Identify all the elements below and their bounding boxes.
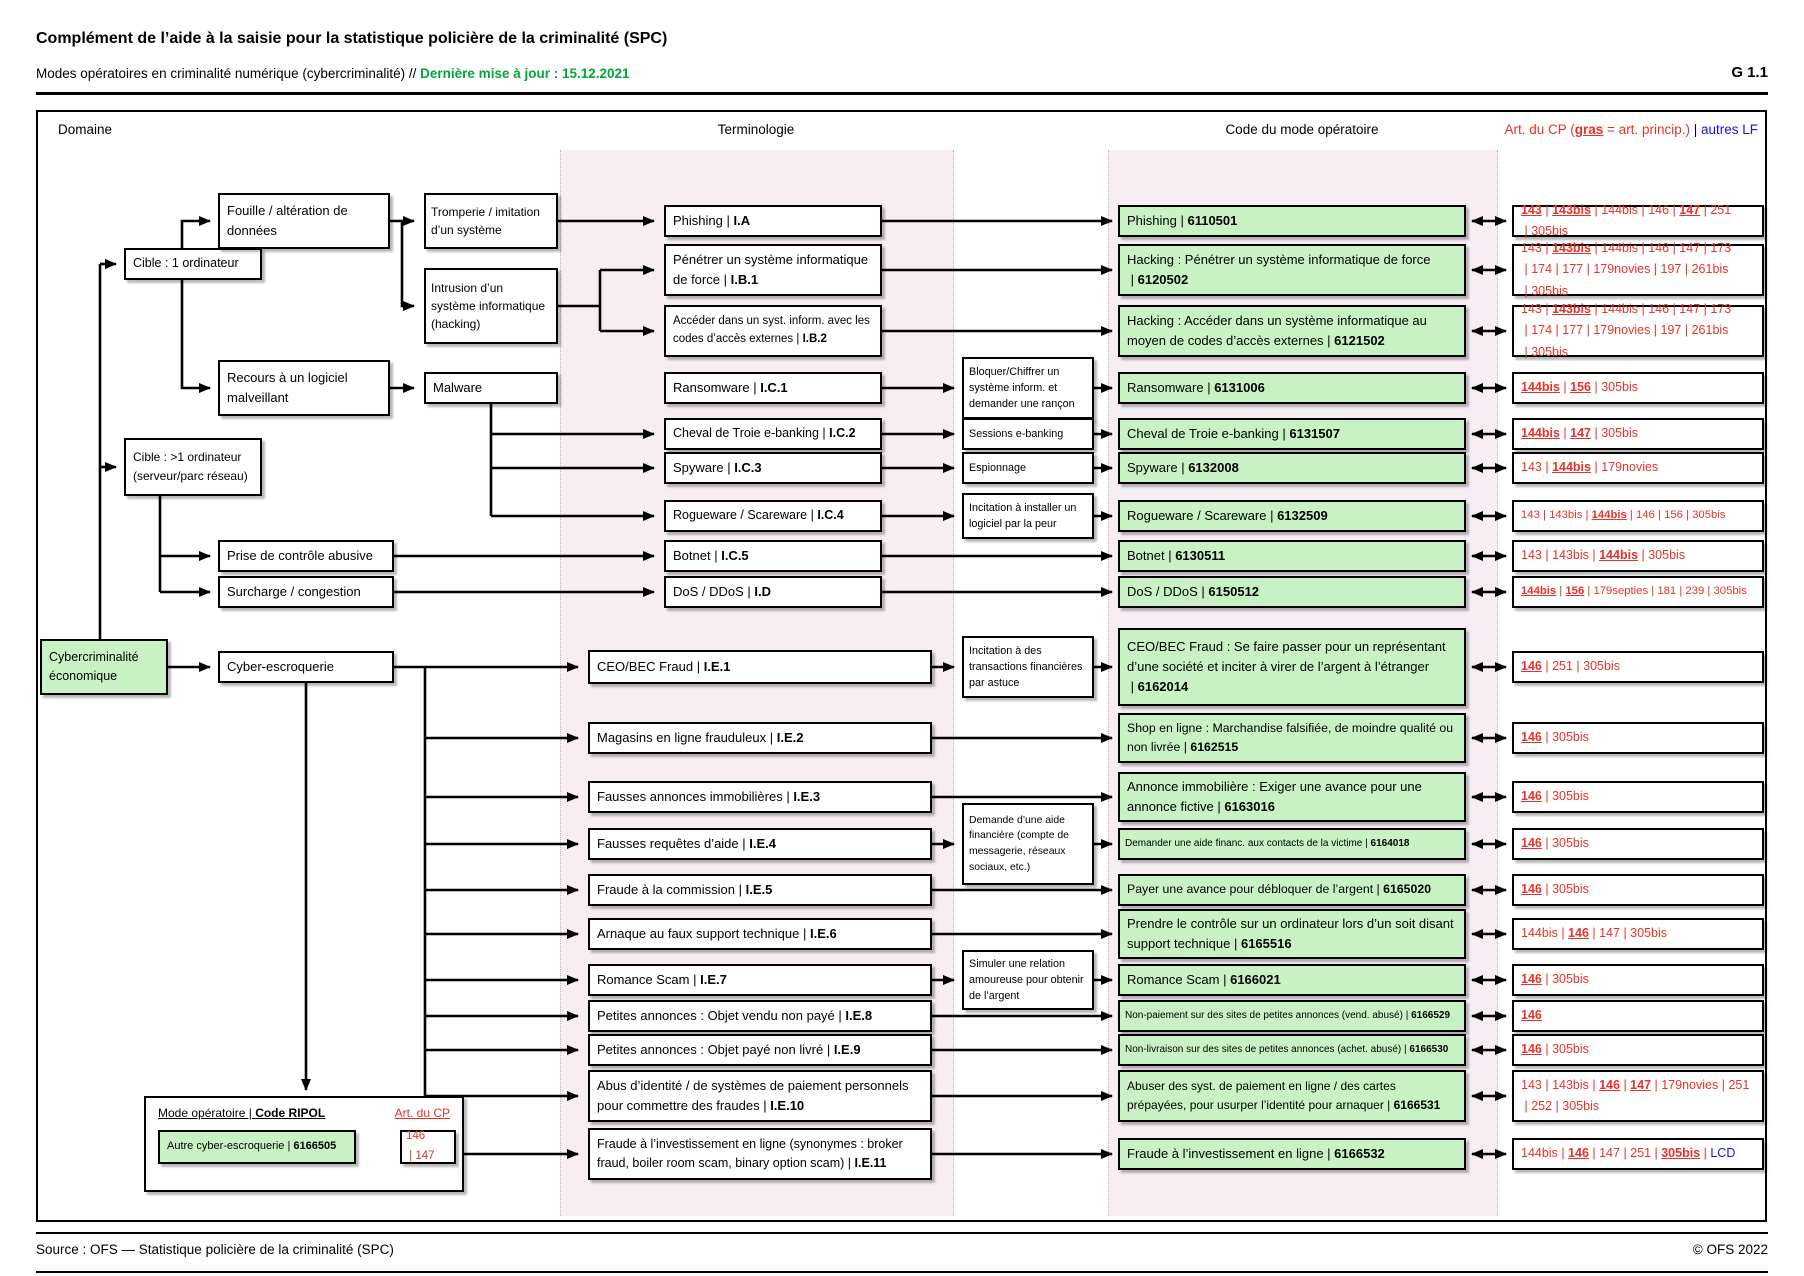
code-box-non-paiement: Non-paiement sur des sites de petites annonces (vend. abusé) | 6166529 [1118,1000,1466,1032]
col-header-domaine: Domaine [58,122,113,137]
code-box-non-livraison: Non-livraison sur des sites de petites annonces (achet. abusé) | 6166530 [1118,1034,1466,1066]
articles-box-shop-en-ligne: 146 | 305bis [1512,722,1764,754]
articles-box-cheval-de-troie: 144bis | 147 | 305bis [1512,418,1764,450]
code-box-rogueware: Rogueware / Scareware | 6132509 [1118,500,1466,532]
articles-box-non-paiement: 146 [1512,1000,1764,1032]
articles-box-dos-ddos: 144bis | 156 | 179septies | 181 | 239 | 305bis [1512,576,1764,608]
domain-box-malware: Malware [424,372,558,404]
via-box-bloquer-chiffrer: Bloquer/Chiffrer un système inform. et demander une rançon [962,357,1094,419]
domain-box-cyber-escroquerie: Cyber-escroquerie [218,651,394,683]
via-box-espionnage: Espionnage [962,452,1094,484]
articles-box-botnet: 143 | 143bis | 144bis | 305bis [1512,540,1764,572]
code-box-ransomware: Ransomware | 6131006 [1118,372,1466,404]
code-box-dos-ddos: DoS / DDoS | 6150512 [1118,576,1466,608]
col-header-articles: Art. du CP (gras = art. princip.) | autres LF [1504,122,1758,137]
footer-copyright: © OFS 2022 [1692,1242,1768,1257]
articles-box-annonce-immobiliere: 146 | 305bis [1512,781,1764,813]
domain-box-cybercriminalite-economique: Cybercriminalité économique [40,639,168,695]
via-box-simuler-relation: Simuler une relation amoureuse pour obtenir de l’argent [962,950,1094,1010]
term-box-dos-ddos: DoS / DDoS | I.D [664,576,882,608]
term-box-botnet: Botnet | I.C.5 [664,540,882,572]
term-box-cheval-de-troie: Cheval de Troie e-banking | I.C.2 [664,418,882,450]
term-box-fraude-commission: Fraude à la commission | I.E.5 [588,874,932,906]
code-box-romance-scam: Romance Scam | 6166021 [1118,964,1466,996]
code-box-hacking-codes-externes: Hacking : Accéder dans un système informatique au moyen de codes d’accès externes | 6121502 [1118,305,1466,357]
code-box-demander-aide: Demander une aide financ. aux contacts de la victime | 6164018 [1118,828,1466,860]
articles-box-demander-aide: 146 | 305bis [1512,828,1764,860]
domain-box-recours-logiciel-malveillant: Recours à un logiciel malveillant [218,360,390,416]
domain-box-surcharge-congestion: Surcharge / congestion [218,576,394,608]
via-box-incitation-transactions: Incitation à des transactions financières par astuce [962,636,1094,698]
term-box-rogueware: Rogueware / Scareware | I.C.4 [664,500,882,532]
term-box-ransomware: Ransomware | I.C.1 [664,372,882,404]
articles-box-hacking-force: 143 | 143bis | 144bis | 146 | 147 | 173 | 174 | 177 | 179novies | 197 | 261bis | 305bis [1512,244,1764,296]
code-box-hacking-force: Hacking : Pénétrer un système informatique de force | 6120502 [1118,244,1466,296]
code-box-shop-en-ligne: Shop en ligne : Marchandise falsifiée, de moindre qualité ou non livrée | 6162515 [1118,713,1466,763]
articles-box-romance-scam: 146 | 305bis [1512,964,1764,996]
term-box-fraude-investissement: Fraude à l’investissement en ligne (synonymes : broker fraud, boiler room scam, binary option scam) | I.E.11 [588,1128,932,1180]
code-box-fraude-investissement: Fraude à l’investissement en ligne | 6166532 [1118,1138,1466,1170]
term-box-fausses-annonces-immo: Fausses annonces immobilières | I.E.3 [588,781,932,813]
articles-box-hacking-codes-externes: 143 | 143bis | 144bis | 146 | 147 | 173 | 174 | 177 | 179novies | 197 | 261bis | 305bis [1512,305,1764,357]
col-header-terminologie: Terminologie [717,122,795,137]
term-box-phishing: Phishing | I.A [664,205,882,237]
articles-box-payer-avance: 146 | 305bis [1512,874,1764,906]
term-box-penetrer-systeme: Pénétrer un système informatique de force | I.B.1 [664,244,882,296]
code-box-payer-avance: Payer une avance pour débloquer de l’argent | 6165020 [1118,874,1466,906]
articles-box-non-livraison: 146 | 305bis [1512,1034,1764,1066]
code-box-phishing: Phishing | 6110501 [1118,205,1466,237]
code-box-abuser-systemes-paiement: Abuser des syst. de paiement en ligne / des cartes prépayées, pour usurper l’identité pour arnaquer | 6166531 [1118,1070,1466,1122]
code-box-botnet: Botnet | 6130511 [1118,540,1466,572]
last-update: Dernière mise à jour : 15.12.2021 [420,66,630,81]
term-box-fausses-requetes-aide: Fausses requêtes d’aide | I.E.4 [588,828,932,860]
ripol-legend-box [144,1096,464,1192]
domain-box-prise-de-controle: Prise de contrôle abusive [218,540,394,572]
code-box-annonce-immobiliere: Annonce immobilière : Exiger une avance pour une annonce fictive | 6163016 [1118,772,1466,822]
via-box-incitation-peur: Incitation à installer un logiciel par la peur [962,493,1094,539]
via-box-sessions-ebanking: Sessions e-banking [962,418,1094,450]
domain-box-tromperie-imitation: Tromperie / imitation d’un système [424,193,558,249]
footer-source: Source : OFS — Statistique policière de la criminalité (SPC) [36,1242,394,1257]
page-title: Complément de l’aide à la saisie pour la statistique policière de la criminalité (SPC) [36,30,668,47]
articles-box-fraude-investissement: 144bis | 146 | 147 | 251 | 305bis | LCD [1512,1138,1764,1170]
ripol-legend-title: Mode opératoire | Code RIPOL [158,1106,326,1120]
term-box-acceder-systeme: Accéder dans un syst. inform. avec les codes d’accès externes | I.B.2 [664,305,882,357]
page-subtitle: Modes opératoires en criminalité numérique (cybercriminalité) // Dernière mise à jour : 15.12.2021 [36,66,630,81]
term-box-spyware: Spyware | I.C.3 [664,452,882,484]
code-box-prendre-controle: Prendre le contrôle sur un ordinateur lors d’un soit disant support technique | 6165516 [1118,909,1466,959]
ripol-legend-art-du-cp: Art. du CP [394,1106,450,1120]
articles-box-ceo-bec-fraud: 146 | 251 | 305bis [1512,651,1764,683]
ripol-legend-item: Autre cyber-escroquerie | 6166505 [158,1130,356,1164]
code-box-cheval-de-troie: Cheval de Troie e-banking | 6131507 [1118,418,1466,450]
col-header-code: Code du mode opératoire [1225,122,1379,137]
via-box-demande-aide: Demande d’une aide financière (compte de messagerie, réseaux sociaux, etc.) [962,803,1094,885]
term-box-ceo-bec-fraud: CEO/BEC Fraud | I.E.1 [588,650,932,684]
articles-box-spyware: 143 | 144bis | 179novies [1512,452,1764,484]
articles-box-phishing: 143 | 143bis | 144bis | 146 | 147 | 251 | 305bis [1512,205,1764,237]
articles-box-ransomware: 144bis | 156 | 305bis [1512,372,1764,404]
code-box-spyware: Spyware | 6132008 [1118,452,1466,484]
articles-box-rogueware: 143 | 143bis | 144bis | 146 | 156 | 305bis [1512,500,1764,532]
domain-box-cible-1-ordinateur: Cible : 1 ordinateur [124,248,262,280]
term-box-abus-identite: Abus d’identité / de systèmes de paiement personnels pour commettre des fraudes | I.E.10 [588,1070,932,1122]
domain-box-cible-plus-ordinateurs: Cible : >1 ordinateur (serveur/parc réseau) [124,438,262,496]
domain-box-intrusion-hacking: Intrusion d’un système informatique (hacking) [424,268,558,344]
term-box-faux-support-technique: Arnaque au faux support technique | I.E.6 [588,918,932,950]
term-box-objet-vendu-non-paye: Petites annonces : Objet vendu non payé | I.E.8 [588,1000,932,1032]
term-box-objet-paye-non-livre: Petites annonces : Objet payé non livré | I.E.9 [588,1034,932,1066]
articles-box-abuser-systemes-paiement: 143 | 143bis | 146 | 147 | 179novies | 251 | 252 | 305bis [1512,1070,1764,1122]
term-box-magasins-frauduleux: Magasins en ligne frauduleux | I.E.2 [588,722,932,754]
domain-box-fouille-alteration: Fouille / altération de données [218,193,390,249]
ripol-legend-articles: 146 | 147 [400,1130,456,1164]
term-box-romance-scam: Romance Scam | I.E.7 [588,964,932,996]
articles-box-prendre-controle: 144bis | 146 | 147 | 305bis [1512,918,1764,950]
figure-id: G 1.1 [1731,64,1768,81]
code-box-ceo-bec-fraud: CEO/BEC Fraud : Se faire passer pour un représentant d’une société et inciter à virer de l’argent à l’étranger | 6162014 [1118,628,1466,706]
